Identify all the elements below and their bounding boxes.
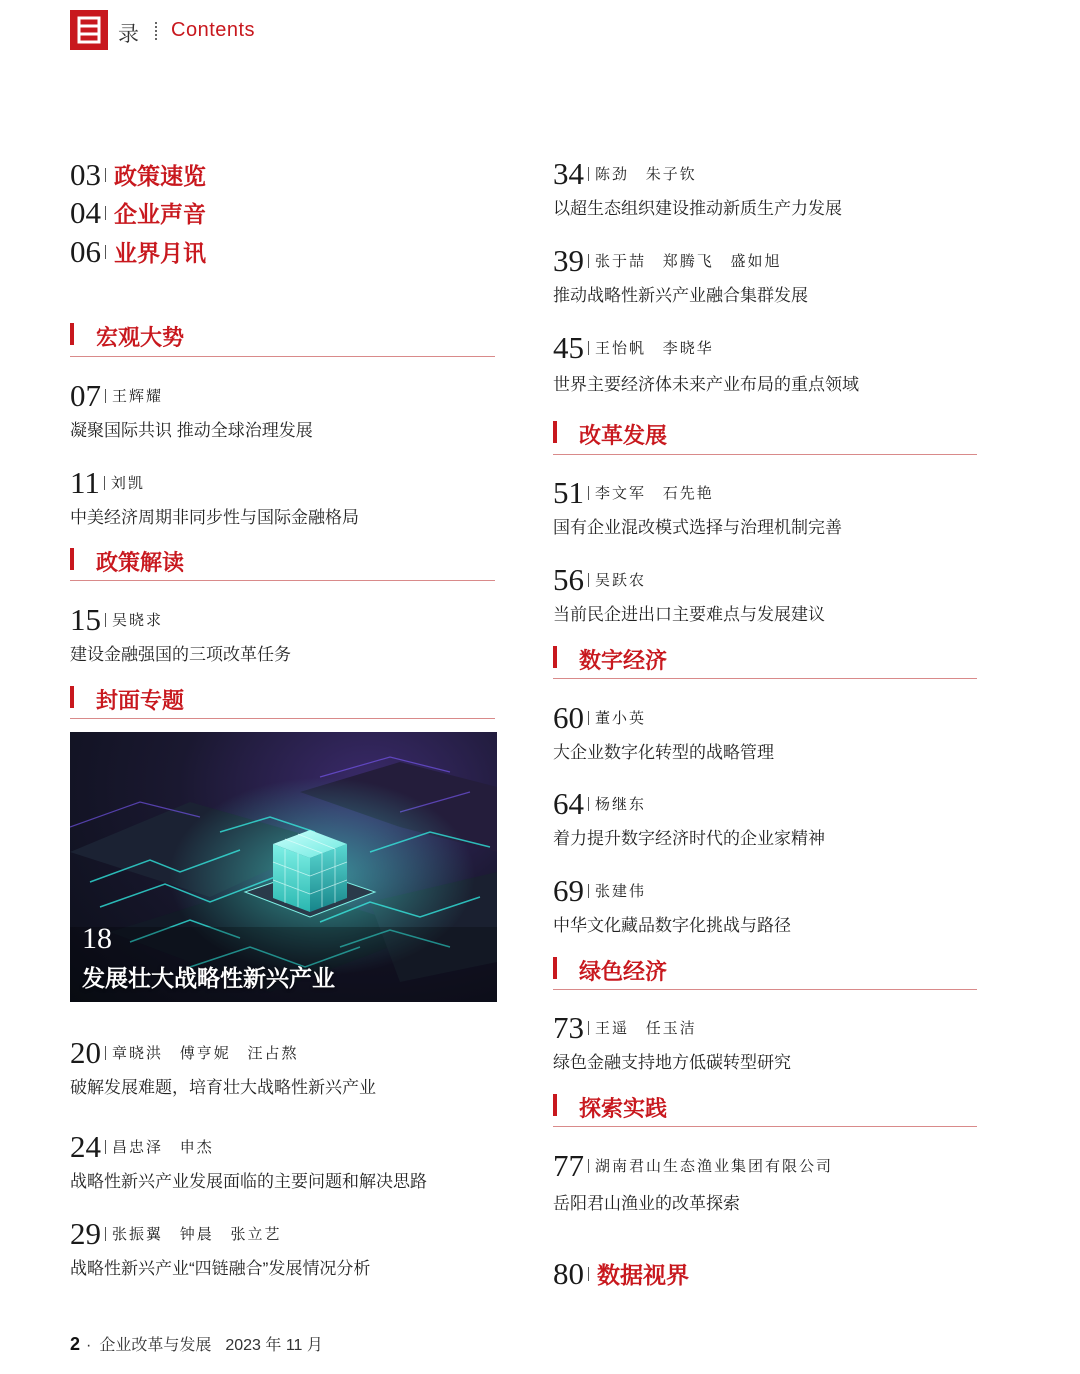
cover-page-number: 18 (82, 922, 112, 955)
article-title[interactable]: 世界主要经济体未来产业布局的重点领域 (553, 375, 859, 394)
article-title[interactable]: 中华文化藏品数字化挑战与路径 (553, 916, 791, 935)
author: 章晓洪 傅亨妮 汪占熬 (112, 1044, 299, 1062)
article-entry-51[interactable] (553, 477, 714, 508)
divider (588, 711, 589, 725)
article-title[interactable]: 国有企业混改模式选择与治理机制完善 (553, 518, 842, 537)
page-number: 03 (70, 157, 101, 192)
quick-title: 政策速览 (114, 163, 206, 189)
section-rule (553, 678, 977, 679)
article-entry-29[interactable] (70, 1218, 282, 1249)
author: 董小英 (595, 709, 647, 727)
header-separator (155, 22, 157, 40)
divider (104, 476, 105, 490)
divider (105, 168, 106, 182)
article-entry-24[interactable] (70, 1131, 214, 1162)
divider (588, 884, 589, 898)
author: 吴跃农 (595, 571, 647, 589)
section-marker (70, 548, 74, 570)
section-title-macro: 宏观大势 (96, 325, 185, 350)
divider (588, 254, 589, 268)
section-marker (553, 1094, 557, 1116)
article-title[interactable]: 当前民企进出口主要难点与发展建议 (553, 605, 825, 624)
article-entry-73[interactable] (553, 1012, 697, 1043)
section-rule (70, 718, 495, 719)
divider (105, 389, 106, 403)
divider (588, 1267, 589, 1281)
section-title-explore: 探索实践 (579, 1096, 668, 1121)
author: 昌忠泽 申杰 (112, 1138, 214, 1156)
article-title[interactable]: 着力提升数字经济时代的企业家精神 (553, 829, 825, 848)
quick-item-industry-news[interactable] (70, 235, 206, 268)
article-title[interactable]: 岳阳君山渔业的改革探索 (553, 1194, 740, 1213)
section-marker (553, 421, 557, 443)
section-title-policy: 政策解读 (96, 550, 185, 575)
section-marker (70, 323, 74, 345)
divider (105, 613, 106, 627)
data-view-entry[interactable] (553, 1257, 689, 1290)
article-entry-60[interactable] (553, 702, 646, 733)
divider (105, 245, 106, 259)
page-number: 56 (553, 562, 584, 597)
section-title-reform: 改革发展 (579, 423, 668, 448)
article-title[interactable]: 破解发展难题，培育壮大战略性新兴产业 (70, 1078, 376, 1097)
section-title-green: 绿色经济 (579, 959, 668, 984)
divider (105, 1046, 106, 1060)
data-view-title: 数据视界 (597, 1262, 689, 1288)
quick-item-enterprise-voice[interactable] (70, 196, 206, 229)
divider (105, 1140, 106, 1154)
section-marker (553, 957, 557, 979)
section-rule (553, 1126, 977, 1127)
page-number: 29 (70, 1216, 101, 1251)
section-rule (70, 356, 495, 357)
section-title-digital: 数字经济 (579, 648, 668, 673)
author: 陈劲 朱子钦 (595, 165, 697, 183)
page-number: 69 (553, 873, 584, 908)
article-entry-56[interactable] (553, 564, 646, 595)
article-title[interactable]: 凝聚国际共识 推动全球治理发展 (70, 421, 313, 440)
page-number: 07 (70, 378, 101, 413)
article-entry-11[interactable] (70, 467, 145, 498)
section-marker (70, 686, 74, 708)
author: 杨继东 (595, 795, 647, 813)
header-lu: 录 (118, 23, 139, 46)
divider (588, 167, 589, 181)
page-footer (70, 1332, 323, 1355)
section-marker (553, 646, 557, 668)
divider (105, 206, 106, 220)
article-entry-20[interactable] (70, 1037, 299, 1068)
contents-logo (70, 10, 108, 50)
article-title[interactable]: 战略性新兴产业发展面临的主要问题和解决思路 (70, 1172, 427, 1191)
page-number: 34 (553, 156, 584, 191)
footer-magazine: 企业改革与发展 (99, 1337, 212, 1354)
author: 张建伟 (595, 882, 647, 900)
page-number: 11 (70, 465, 100, 500)
author: 李文军 石先艳 (595, 484, 714, 502)
article-title[interactable]: 建设金融强国的三项改革任务 (70, 645, 291, 664)
author: 王辉耀 (112, 387, 164, 405)
quick-title: 企业声音 (114, 201, 206, 227)
quick-item-policy-overview[interactable] (70, 158, 206, 191)
divider (588, 1021, 589, 1035)
article-title[interactable]: 中美经济周期非同步性与国际金融格局 (70, 508, 359, 527)
page-number: 45 (553, 330, 584, 365)
article-entry-64[interactable] (553, 788, 646, 819)
page-number: 39 (553, 243, 584, 278)
section-rule (553, 454, 977, 455)
page-number: 20 (70, 1035, 101, 1070)
article-entry-69[interactable] (553, 875, 646, 906)
article-title[interactable]: 战略性新兴产业“四链融合”发展情况分析 (70, 1259, 371, 1278)
divider (588, 797, 589, 811)
footer-page-number: 2 (70, 1334, 81, 1354)
footer-dot: · (86, 1337, 92, 1354)
divider (588, 573, 589, 587)
author: 王遥 任玉洁 (595, 1019, 697, 1037)
page-number: 04 (70, 195, 101, 230)
article-entry-07[interactable] (70, 380, 163, 411)
page-number: 15 (70, 602, 101, 637)
section-rule (70, 580, 495, 581)
author: 张振翼 钟晨 张立艺 (112, 1225, 282, 1243)
divider (105, 1227, 106, 1241)
quick-title: 业界月讯 (114, 240, 206, 266)
divider (588, 341, 589, 355)
author: 王怡帆 李晓华 (595, 339, 714, 357)
author: 刘凯 (110, 474, 145, 492)
page-number: 51 (553, 475, 584, 510)
cover-story-title: 发展壮大战略性新兴产业 (82, 965, 335, 991)
footer-date: 2023 年 11 月 (225, 1337, 323, 1354)
divider (588, 1159, 589, 1173)
page-number: 64 (553, 786, 584, 821)
article-title[interactable]: 推动战略性新兴产业融合集群发展 (553, 286, 808, 305)
article-title[interactable]: 绿色金融支持地方低碳转型研究 (553, 1053, 791, 1072)
divider (588, 486, 589, 500)
page-number: 06 (70, 234, 101, 269)
article-entry-15[interactable] (70, 604, 163, 635)
article-entry-34[interactable] (553, 158, 697, 189)
cover-story-image[interactable] (70, 732, 497, 1002)
page-number: 80 (553, 1256, 584, 1291)
page-number: 24 (70, 1129, 101, 1164)
header-contents: Contents (171, 19, 256, 41)
page-number: 77 (553, 1148, 584, 1183)
section-rule (553, 989, 977, 990)
author: 湖南君山生态渔业集团有限公司 (595, 1157, 834, 1175)
article-entry-45[interactable] (553, 332, 714, 363)
article-title[interactable]: 以超生态组织建设推动新质生产力发展 (553, 199, 842, 218)
article-title[interactable]: 大企业数字化转型的战略管理 (553, 743, 774, 762)
article-entry-77[interactable] (553, 1150, 833, 1181)
section-title-cover: 封面专题 (96, 688, 185, 713)
page-number: 73 (553, 1010, 584, 1045)
author: 吴晓求 (112, 611, 164, 629)
page-number: 60 (553, 700, 584, 735)
article-entry-39[interactable] (553, 245, 782, 276)
author: 张于喆 郑腾飞 盛如旭 (595, 252, 782, 270)
